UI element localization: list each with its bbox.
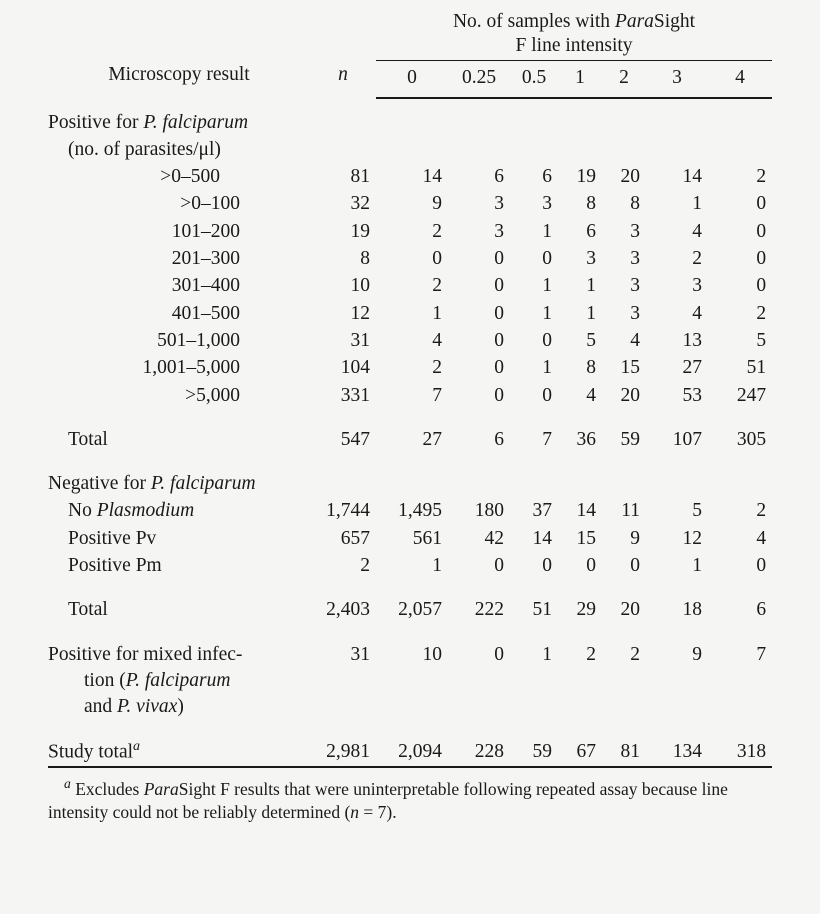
table-header xyxy=(48,0,772,98)
row-label: Total xyxy=(68,428,108,450)
cell-intensity-025: 0 xyxy=(494,275,504,297)
row-label-text: 301–400 xyxy=(171,275,240,297)
row-label-mixed-infection xyxy=(48,624,310,720)
cell-intensity-2: 0 xyxy=(630,555,640,577)
row-label xyxy=(48,300,310,327)
column-header-intensity-3: 3 xyxy=(646,60,708,98)
cell-intensity-025: 6 xyxy=(494,166,504,188)
cell-intensity-05: 51 xyxy=(532,599,552,621)
cell-intensity-1: 67 xyxy=(558,720,602,767)
cell-intensity-025: 0 xyxy=(494,357,504,379)
row-label xyxy=(48,382,310,409)
table-row xyxy=(48,300,772,327)
cell-intensity-05: 1 xyxy=(542,643,552,665)
cell-intensity-2: 4 xyxy=(630,329,640,351)
section-heading-positive-falciparum xyxy=(48,98,772,136)
cell-intensity-1: 6 xyxy=(586,220,596,242)
cell-intensity-2: 15 xyxy=(620,357,640,379)
table-footnote xyxy=(48,775,772,824)
cell-intensity-1: 5 xyxy=(586,329,596,351)
cell-intensity-4: 5 xyxy=(756,329,767,351)
cell-intensity-05: 6 xyxy=(542,166,552,188)
cell-intensity-0: 561 xyxy=(412,527,442,549)
cell-intensity-2: 81 xyxy=(602,720,646,767)
cell-intensity-1: 4 xyxy=(586,384,596,406)
row-label: Positive Pm xyxy=(68,555,162,577)
table-row xyxy=(48,190,772,217)
cell-intensity-3: 13 xyxy=(682,329,702,351)
row-label: Positive Pv xyxy=(68,527,157,549)
cell-n: 1,744 xyxy=(326,500,370,522)
cell-intensity-3: 134 xyxy=(646,720,708,767)
cell-intensity-0: 27 xyxy=(422,428,442,450)
column-header-intensity-4: 4 xyxy=(708,60,772,98)
row-label xyxy=(48,272,310,299)
cell-intensity-2: 2 xyxy=(630,643,640,665)
group-header-line2: F line intensity xyxy=(515,34,633,56)
table-row xyxy=(48,354,772,381)
section-subheading-row-parasite-units xyxy=(48,136,772,163)
column-header-intensity-05: 0.5 xyxy=(510,60,558,98)
cell-intensity-3: 9 xyxy=(692,643,702,665)
cell-n: 81 xyxy=(350,166,370,188)
table-body xyxy=(48,98,772,767)
cell-intensity-3: 27 xyxy=(682,357,702,379)
column-header-intensity-025: 0.25 xyxy=(448,60,510,98)
cell-intensity-0: 1,495 xyxy=(398,500,442,522)
study-total-label: Study total xyxy=(48,741,134,763)
cell-intensity-025: 6 xyxy=(494,428,504,450)
cell-intensity-0: 10 xyxy=(422,643,442,665)
row-label-text xyxy=(48,642,310,720)
row-label xyxy=(48,218,310,245)
cell-intensity-0: 2 xyxy=(432,357,442,379)
row-label xyxy=(48,497,310,524)
table-row-mixed-infection xyxy=(48,624,772,720)
mixed-label-line2-pre: tion ( xyxy=(84,669,126,691)
cell-intensity-4: 51 xyxy=(746,357,767,379)
footnote-text-3: = 7). xyxy=(359,801,397,822)
cell-intensity-4: 247 xyxy=(736,384,767,406)
group-header-post: Sight xyxy=(653,11,696,32)
cell-intensity-2: 3 xyxy=(630,302,640,324)
footnote-em-2: n xyxy=(350,801,360,822)
row-label-text: 501–1,000 xyxy=(157,329,240,351)
row-label: Total xyxy=(68,599,108,621)
section-heading-em: P. falciparum xyxy=(150,473,256,495)
row-label-text: 401–500 xyxy=(171,302,240,324)
cell-intensity-1: 15 xyxy=(576,527,596,549)
section-heading-negative-falciparum xyxy=(48,453,772,497)
n-header-label: n xyxy=(338,63,348,85)
stub-header-label: Microscopy result xyxy=(108,63,250,85)
cell-intensity-0: 2,057 xyxy=(398,599,442,621)
parasight-results-table xyxy=(48,0,772,768)
cell-intensity-3: 53 xyxy=(682,384,702,406)
mixed-label-line3-post: ) xyxy=(177,695,184,717)
row-label-text: 1,001–5,000 xyxy=(142,357,240,379)
cell-n: 547 xyxy=(340,428,370,450)
cell-n: 31 xyxy=(350,643,370,665)
cell-intensity-3: 18 xyxy=(682,599,702,621)
mixed-label-line1: Positive for mixed infec- xyxy=(48,643,243,665)
column-header-microscopy-result xyxy=(48,0,310,98)
table-row-study-total xyxy=(48,720,772,767)
cell-intensity-3: 5 xyxy=(692,500,702,522)
row-label xyxy=(48,190,310,217)
cell-intensity-4: 0 xyxy=(756,555,767,577)
cell-intensity-2: 3 xyxy=(630,220,640,242)
cell-intensity-0: 9 xyxy=(432,193,442,215)
cell-intensity-025: 228 xyxy=(448,720,510,767)
section-heading-pre: Positive for xyxy=(48,111,144,133)
cell-intensity-05: 7 xyxy=(542,428,552,450)
cell-intensity-05: 59 xyxy=(510,720,558,767)
row-label xyxy=(48,327,310,354)
row-label-text: >0–100 xyxy=(180,193,240,215)
cell-intensity-1: 2 xyxy=(586,643,596,665)
cell-intensity-05: 3 xyxy=(542,193,552,215)
cell-intensity-3: 4 xyxy=(692,302,702,324)
cell-intensity-025: 0 xyxy=(494,555,504,577)
row-label-text: >5,000 xyxy=(185,384,240,406)
column-header-intensity-0: 0 xyxy=(376,60,448,98)
section-heading-em: P. falciparum xyxy=(143,111,249,133)
table-row xyxy=(48,552,772,579)
column-header-n xyxy=(310,0,376,98)
mixed-label-line2-em: P. falciparum xyxy=(125,669,231,691)
cell-intensity-3: 2 xyxy=(692,248,702,270)
cell-intensity-3: 12 xyxy=(682,527,702,549)
footnote-text-2: Sight F results that were uninterpretable following repeated assay because line intensity could not be reliably determined ( xyxy=(48,778,728,822)
row-label xyxy=(48,354,310,381)
row-label-study-total xyxy=(48,720,310,767)
header-group-row xyxy=(48,0,772,60)
mixed-label-line3-pre: and xyxy=(84,695,118,717)
column-header-intensity-1: 1 xyxy=(558,60,602,98)
row-label-text: >0–500 xyxy=(160,166,220,188)
cell-intensity-025: 42 xyxy=(484,527,504,549)
cell-intensity-2: 20 xyxy=(620,166,640,188)
cell-intensity-0: 4 xyxy=(432,329,442,351)
cell-intensity-1: 8 xyxy=(586,357,596,379)
cell-intensity-1: 0 xyxy=(586,555,596,577)
cell-intensity-2: 9 xyxy=(630,527,640,549)
cell-intensity-0: 0 xyxy=(432,248,442,270)
cell-intensity-4: 0 xyxy=(756,220,767,242)
cell-intensity-0: 2,094 xyxy=(376,720,448,767)
footnote-marker-a: a xyxy=(133,737,141,754)
cell-n: 10 xyxy=(350,275,370,297)
table-row xyxy=(48,327,772,354)
footnote-marker: a xyxy=(64,775,71,791)
cell-intensity-0: 7 xyxy=(432,384,442,406)
cell-intensity-0: 1 xyxy=(432,302,442,324)
cell-intensity-025: 0 xyxy=(494,329,504,351)
cell-intensity-4: 4 xyxy=(756,527,767,549)
cell-intensity-025: 0 xyxy=(494,302,504,324)
cell-intensity-05: 0 xyxy=(542,248,552,270)
cell-intensity-025: 222 xyxy=(474,599,504,621)
cell-n: 19 xyxy=(350,220,370,242)
column-header-group-parasight xyxy=(376,0,772,60)
cell-intensity-2: 3 xyxy=(630,275,640,297)
cell-intensity-0: 1 xyxy=(432,555,442,577)
cell-intensity-025: 0 xyxy=(494,248,504,270)
cell-intensity-2: 11 xyxy=(621,500,640,522)
table-row xyxy=(48,218,772,245)
cell-n: 2,981 xyxy=(310,720,376,767)
cell-intensity-4: 0 xyxy=(756,248,767,270)
section-heading-pre: Negative for xyxy=(48,473,151,495)
cell-intensity-05: 1 xyxy=(542,357,552,379)
cell-n: 104 xyxy=(340,357,370,379)
cell-n: 31 xyxy=(350,329,370,351)
cell-intensity-1: 1 xyxy=(586,302,596,324)
cell-intensity-025: 3 xyxy=(494,193,504,215)
row-label-text: 201–300 xyxy=(171,248,240,270)
cell-intensity-05: 0 xyxy=(542,329,552,351)
row-label-pre: No xyxy=(68,500,97,522)
footnote-em-1: Para xyxy=(143,778,179,799)
cell-n: 657 xyxy=(340,527,370,549)
column-header-intensity-2: 2 xyxy=(602,60,646,98)
section-heading-row-negative-falciparum xyxy=(48,453,772,497)
cell-intensity-025: 0 xyxy=(494,643,504,665)
table-row xyxy=(48,245,772,272)
cell-intensity-4: 0 xyxy=(756,275,767,297)
mixed-label-line3-em: P. vivax xyxy=(117,695,178,717)
cell-intensity-1: 1 xyxy=(586,275,596,297)
table-row xyxy=(48,497,772,524)
cell-intensity-2: 8 xyxy=(630,193,640,215)
cell-intensity-4: 2 xyxy=(756,166,767,188)
section-subheading-parasite-units: (no. of parasites/μl) xyxy=(68,138,221,160)
cell-intensity-4: 6 xyxy=(756,599,767,621)
cell-n: 2 xyxy=(360,555,370,577)
cell-intensity-05: 1 xyxy=(542,302,552,324)
cell-intensity-025: 180 xyxy=(474,500,504,522)
cell-intensity-05: 37 xyxy=(532,500,552,522)
cell-intensity-05: 0 xyxy=(542,555,552,577)
cell-intensity-1: 19 xyxy=(576,166,596,188)
cell-intensity-2: 3 xyxy=(630,248,640,270)
cell-intensity-1: 3 xyxy=(586,248,596,270)
table-row-total-falciparum xyxy=(48,409,772,453)
group-header-pre: No. of samples with xyxy=(452,11,615,32)
cell-intensity-4: 2 xyxy=(756,302,767,324)
cell-intensity-0: 2 xyxy=(432,275,442,297)
cell-intensity-3: 107 xyxy=(672,428,702,450)
cell-intensity-3: 1 xyxy=(692,555,702,577)
cell-intensity-05: 14 xyxy=(532,527,552,549)
cell-intensity-1: 29 xyxy=(576,599,596,621)
row-label-em: Plasmodium xyxy=(96,500,195,522)
cell-n: 8 xyxy=(360,248,370,270)
cell-intensity-3: 4 xyxy=(692,220,702,242)
table-row xyxy=(48,163,772,190)
cell-intensity-3: 1 xyxy=(692,193,702,215)
cell-intensity-4: 0 xyxy=(756,193,767,215)
group-header-em: Para xyxy=(614,11,654,32)
cell-intensity-2: 59 xyxy=(620,428,640,450)
table-row xyxy=(48,525,772,552)
cell-intensity-0: 2 xyxy=(432,220,442,242)
cell-intensity-1: 14 xyxy=(576,500,596,522)
cell-intensity-025: 3 xyxy=(494,220,504,242)
cell-intensity-1: 36 xyxy=(576,428,596,450)
cell-intensity-05: 1 xyxy=(542,275,552,297)
table-row xyxy=(48,382,772,409)
cell-intensity-1: 8 xyxy=(586,193,596,215)
cell-intensity-2: 20 xyxy=(620,384,640,406)
cell-intensity-025: 0 xyxy=(494,384,504,406)
footnote-text-1: Excludes xyxy=(70,778,144,799)
cell-n: 2,403 xyxy=(326,599,370,621)
cell-intensity-2: 20 xyxy=(620,599,640,621)
cell-n: 331 xyxy=(340,384,370,406)
cell-n: 12 xyxy=(350,302,370,324)
cell-intensity-4: 7 xyxy=(756,643,767,665)
cell-n: 32 xyxy=(350,193,370,215)
table-row xyxy=(48,272,772,299)
cell-intensity-05: 0 xyxy=(542,384,552,406)
cell-intensity-05: 1 xyxy=(542,220,552,242)
row-label xyxy=(48,245,310,272)
cell-intensity-3: 3 xyxy=(692,275,702,297)
table-row-total-negative xyxy=(48,579,772,623)
row-label-text: 101–200 xyxy=(171,220,240,242)
cell-intensity-0: 14 xyxy=(422,166,442,188)
cell-intensity-3: 14 xyxy=(682,166,702,188)
cell-intensity-4: 318 xyxy=(708,720,772,767)
section-heading-row-positive-falciparum xyxy=(48,98,772,136)
row-label xyxy=(48,163,310,190)
cell-intensity-4: 305 xyxy=(736,428,767,450)
cell-intensity-4: 2 xyxy=(756,500,767,522)
